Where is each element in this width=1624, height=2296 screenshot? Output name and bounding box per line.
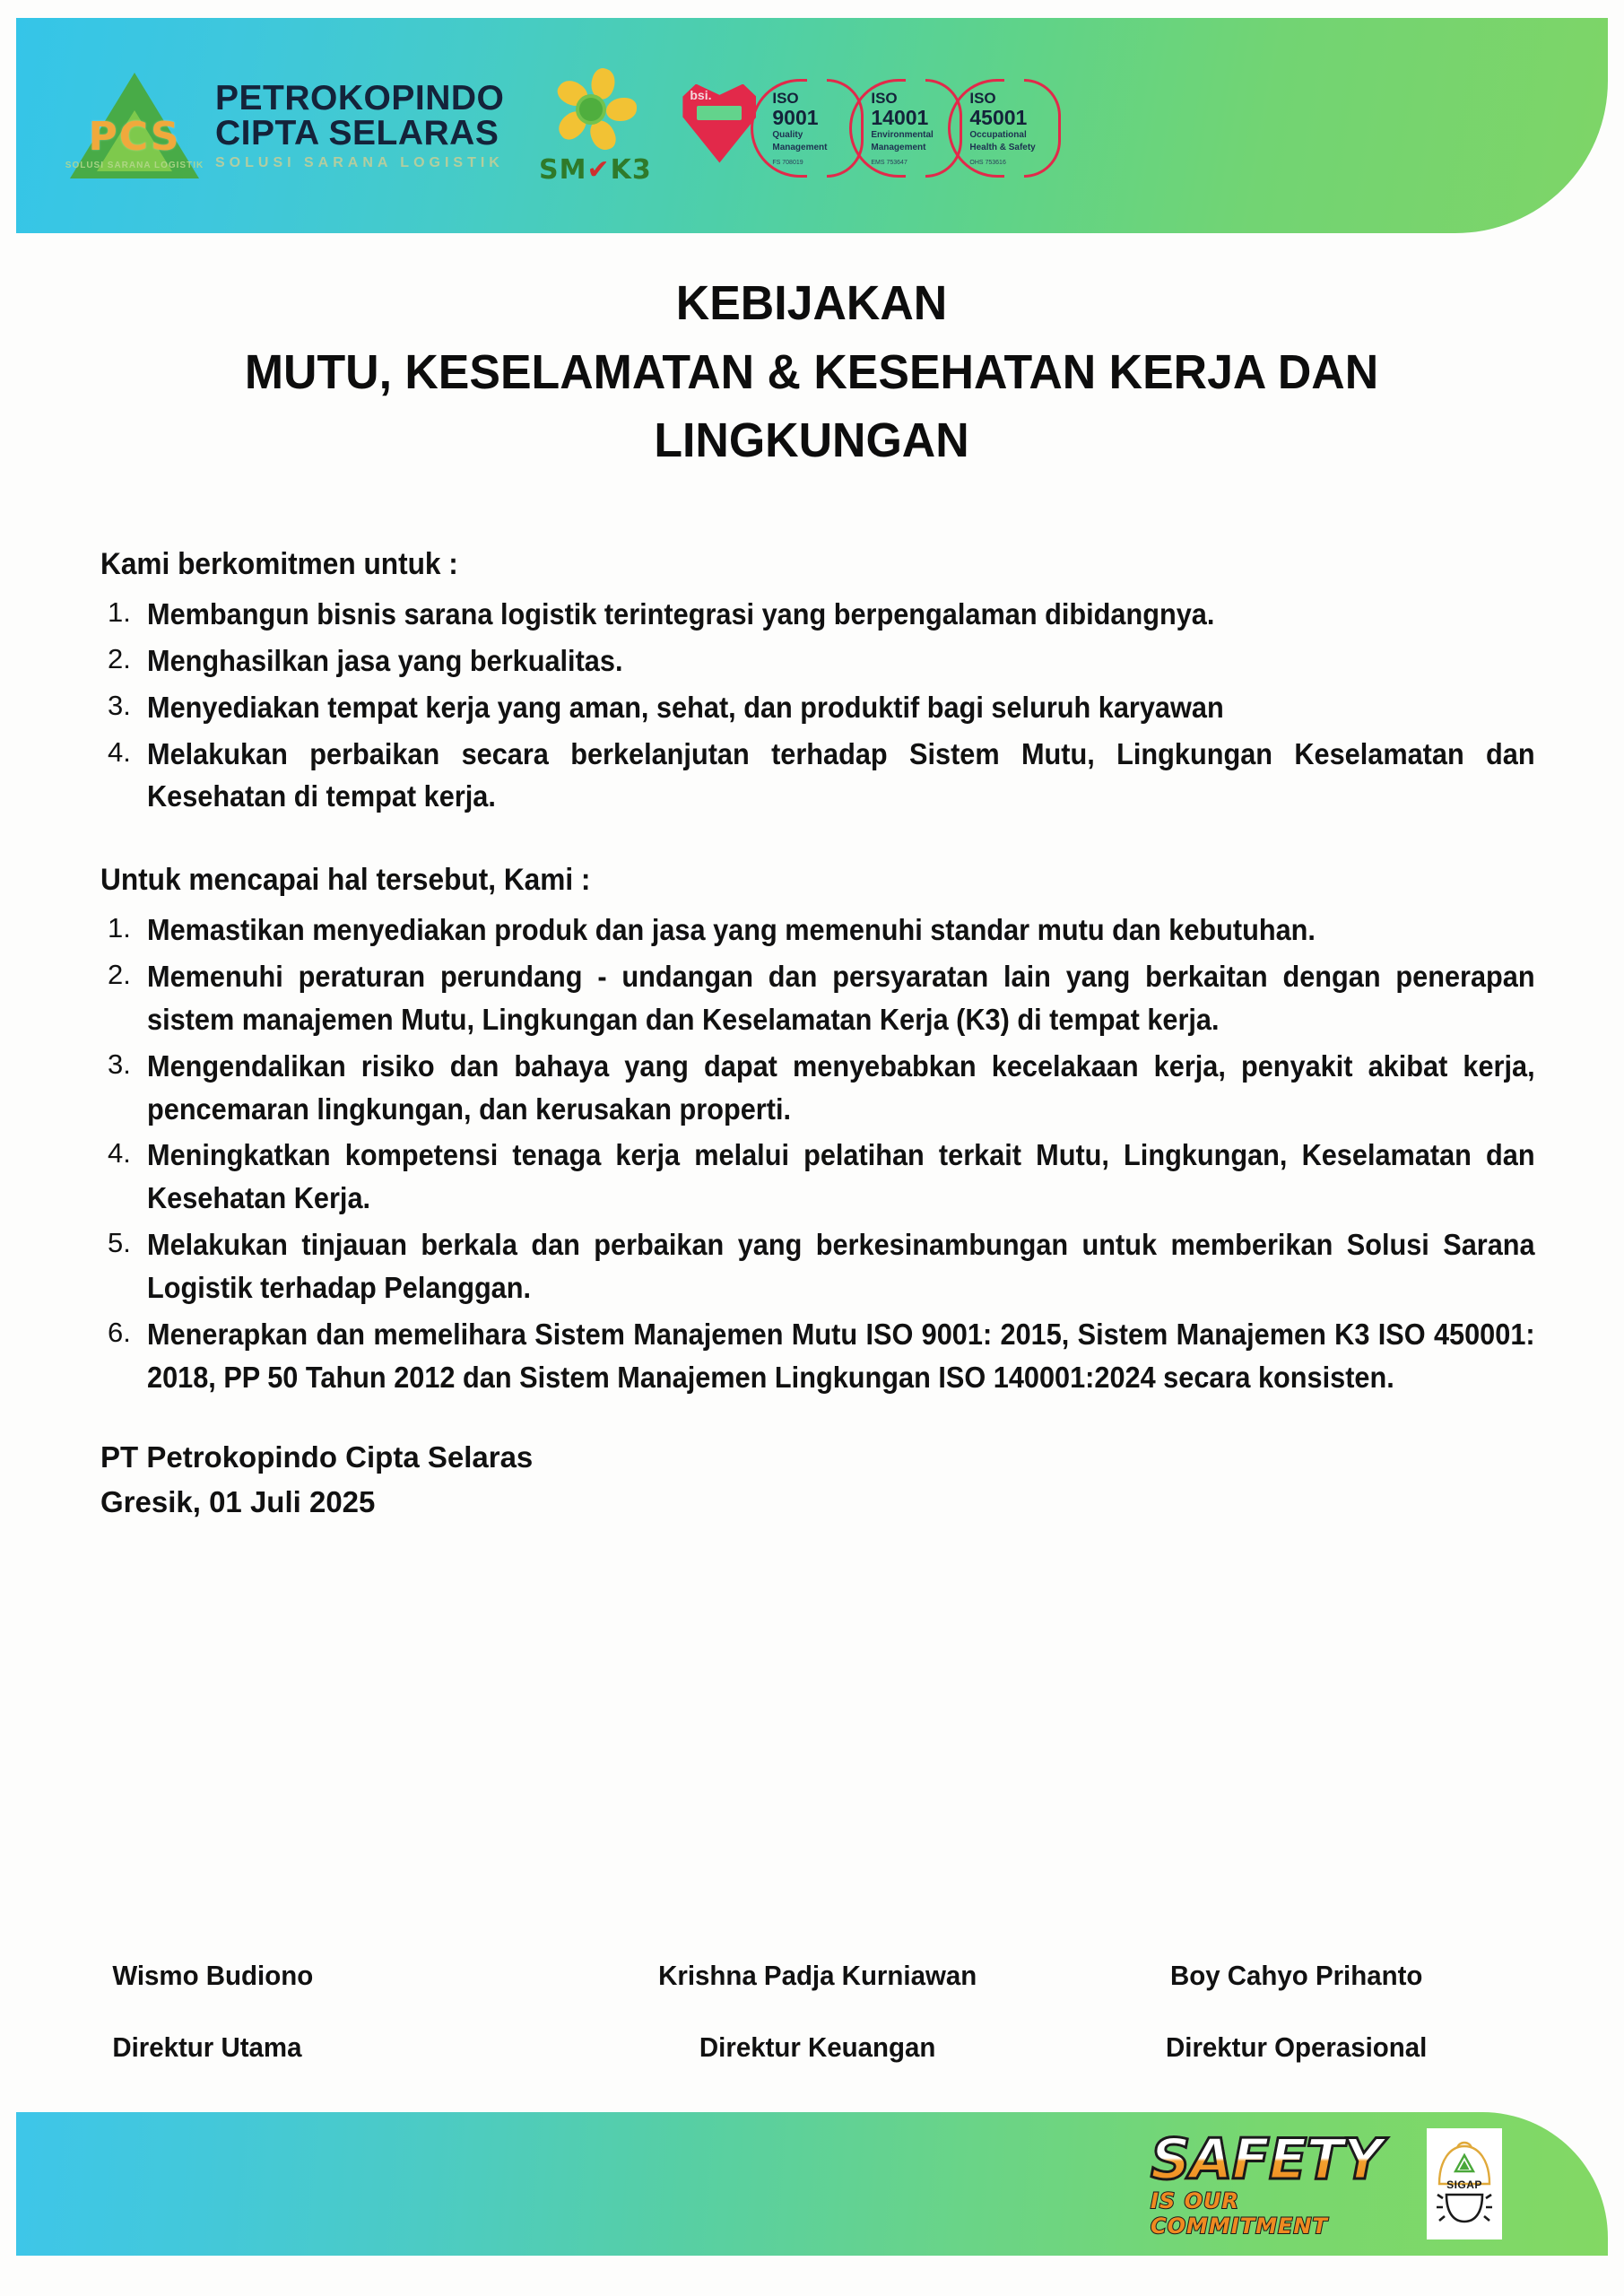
list-item bbox=[100, 686, 1535, 729]
iso-badge-desc-line2: Management bbox=[871, 142, 926, 152]
iso-badge-code: FS 708019 bbox=[772, 159, 803, 166]
list-item bbox=[100, 733, 1535, 819]
iso-badge-org: ISO bbox=[772, 90, 799, 107]
section-divider-space bbox=[100, 822, 1535, 863]
signature-name: Krishna Padja Kurniawan bbox=[658, 1960, 977, 1991]
section1-lead: Kami berkomitmen untuk : bbox=[100, 547, 458, 581]
closing-place-date: Gresik, 01 Juli 2025 bbox=[100, 1484, 376, 1518]
pcs-logo-tagline: SOLUSI SARANA LOGISTIK bbox=[65, 161, 204, 170]
section1-list bbox=[100, 593, 1535, 729]
smk3-petal-icon bbox=[587, 65, 619, 101]
list-item bbox=[100, 639, 1535, 683]
document-title-line2: MUTU, KESELAMATAN & KESEHATAN KERJA DAN bbox=[244, 344, 1379, 399]
iso-badge-code: OHS 753616 bbox=[969, 159, 1006, 166]
smk3-logo bbox=[534, 58, 656, 193]
list-item-text: Mengendalikan risiko dan bahaya yang dapat menyebabkan kecelakaan kerja, penyakit akibat kerja, pencemaran lingkungan, dan kerusakan properti. bbox=[147, 1048, 1535, 1126]
smk3-hub-icon bbox=[579, 98, 603, 121]
document-title bbox=[108, 269, 1515, 475]
list-item bbox=[100, 593, 1535, 636]
safety-logo-sub-text: IS OUR COMMITMENT bbox=[1151, 2187, 1328, 2239]
company-name-line2: CIPTA SELARAS bbox=[215, 114, 499, 153]
closing-block bbox=[100, 1435, 1535, 1525]
policy-body bbox=[100, 547, 1535, 1525]
iso-certification-strip bbox=[679, 58, 1057, 193]
iso-badge-45001 bbox=[948, 77, 1057, 174]
list-item-text: Membangun bisnis sarana logistik terintegrasi yang berpengalaman dibidangnya. bbox=[147, 597, 1215, 631]
list-item-text: Memastikan menyediakan produk dan jasa yang memenuhi standar mutu dan kebutuhan. bbox=[147, 913, 1316, 947]
list-item-text: Menyediakan tempat kerja yang aman, sehat, dan produktif bagi seluruh karyawan bbox=[147, 690, 1224, 724]
document-title-line1: KEBIJAKAN bbox=[675, 276, 948, 330]
company-tagline: SOLUSI SARANA LOGISTIK bbox=[215, 155, 504, 171]
signature-name: Boy Cahyo Prihanto bbox=[1169, 1960, 1423, 1991]
list-item bbox=[100, 1223, 1535, 1309]
list-item-text: Melakukan perbaikan secara berkelanjutan terhadap Sistem Mutu, Lingkungan Keselamatan dan Kesehatan di tempat kerja. bbox=[147, 736, 1535, 813]
smk3-label bbox=[534, 154, 656, 186]
iso-badge-org: ISO bbox=[871, 90, 898, 107]
header-banner bbox=[16, 18, 1608, 233]
list-item-text: Memenuhi peraturan perundang - undangan dan persyaratan lain yang berkaitan dengan penerapan sistem manajemen Mutu, Lingkungan dan Keselamatan Kerja (K3) di tempat kerja. bbox=[147, 960, 1535, 1036]
signature-row bbox=[100, 1960, 1535, 2064]
list-item-text: Menghasilkan jasa yang berkualitas. bbox=[147, 643, 623, 677]
bsi-logo bbox=[679, 79, 761, 173]
section2-lead: Untuk mencapai hal tersebut, Kami : bbox=[100, 863, 591, 898]
pcs-logo-initials: PCS bbox=[88, 114, 181, 160]
smk3-petal-icon bbox=[587, 117, 619, 152]
iso-badge-number: 45001 bbox=[969, 106, 1028, 130]
iso-badge-9001 bbox=[751, 77, 860, 174]
smk3-petal-icon bbox=[606, 98, 637, 121]
signature-role: Direktur Utama bbox=[112, 2031, 302, 2063]
sigap-label: SIGAP bbox=[1446, 2179, 1482, 2191]
iso-badge-code: EMS 753647 bbox=[871, 159, 908, 166]
list-item bbox=[100, 909, 1535, 952]
company-name-line1: PETROKOPINDO bbox=[215, 78, 505, 117]
iso-badge-desc-line1: Occupational bbox=[969, 130, 1027, 141]
company-name-block bbox=[215, 78, 505, 171]
iso-badge-desc-line2: Health & Safety bbox=[969, 142, 1036, 152]
list-item-text: Meningkatkan kompetensi tenaga kerja melalui pelatihan terkait Mutu, Lingkungan, Keselamatan dan Kesehatan Kerja. bbox=[147, 1138, 1535, 1215]
iso-badge-number: 14001 bbox=[871, 106, 929, 130]
signature-name: Wismo Budiono bbox=[112, 1960, 314, 1991]
document-title-line3: LINGKUNGAN bbox=[654, 413, 969, 468]
signature-block-2 bbox=[578, 1960, 1056, 2064]
signature-block-3 bbox=[1057, 1960, 1535, 2064]
pcs-logo bbox=[63, 67, 206, 184]
list-item bbox=[100, 1313, 1535, 1399]
iso-badge-number: 9001 bbox=[772, 106, 819, 130]
iso-badge-desc-line2: Management bbox=[772, 142, 828, 152]
section1-list-justified bbox=[100, 733, 1535, 819]
safety-logo-main-text: SAFETY bbox=[1151, 2134, 1420, 2187]
iso-badge-desc-line1: Quality bbox=[772, 130, 803, 141]
signature-role: Direktur Operasional bbox=[1165, 2031, 1427, 2063]
iso-badge-org: ISO bbox=[969, 90, 996, 107]
iso-badge-desc-line1: Environmental bbox=[871, 130, 934, 141]
list-item bbox=[100, 955, 1535, 1041]
list-item bbox=[100, 1045, 1535, 1131]
list-item-text: Melakukan tinjauan berkala dan perbaikan yang berkesinambungan untuk memberikan Solusi Sarana Logistik terhadap Pelanggan. bbox=[147, 1228, 1535, 1304]
bsi-wordmark: bsi. bbox=[690, 87, 712, 102]
smk3-label-suffix: K3 bbox=[610, 154, 652, 186]
smk3-label-prefix: SM bbox=[539, 154, 587, 186]
section2-list bbox=[100, 909, 1535, 1398]
iso-badge-14001 bbox=[849, 77, 959, 174]
footer-banner bbox=[16, 2112, 1608, 2256]
safety-logo bbox=[1151, 2126, 1420, 2239]
signature-role: Direktur Keuangan bbox=[699, 2031, 936, 2063]
bsi-cut-icon bbox=[697, 106, 742, 120]
signature-block-1 bbox=[100, 1960, 578, 2064]
sigap-badge bbox=[1427, 2128, 1502, 2239]
list-item bbox=[100, 1134, 1535, 1220]
closing-company: PT Petrokopindo Cipta Selaras bbox=[100, 1439, 534, 1474]
list-item-text: Menerapkan dan memelihara Sistem Manajemen Mutu ISO 9001: 2015, Sistem Manajemen K3 ISO 450001: 2018, PP 50 Tahun 2012 dan Sistem Manajemen Lingkungan ISO 140001:2024 secara konsisten. bbox=[147, 1317, 1535, 1394]
smk3-check-icon: ✔ bbox=[586, 154, 611, 186]
